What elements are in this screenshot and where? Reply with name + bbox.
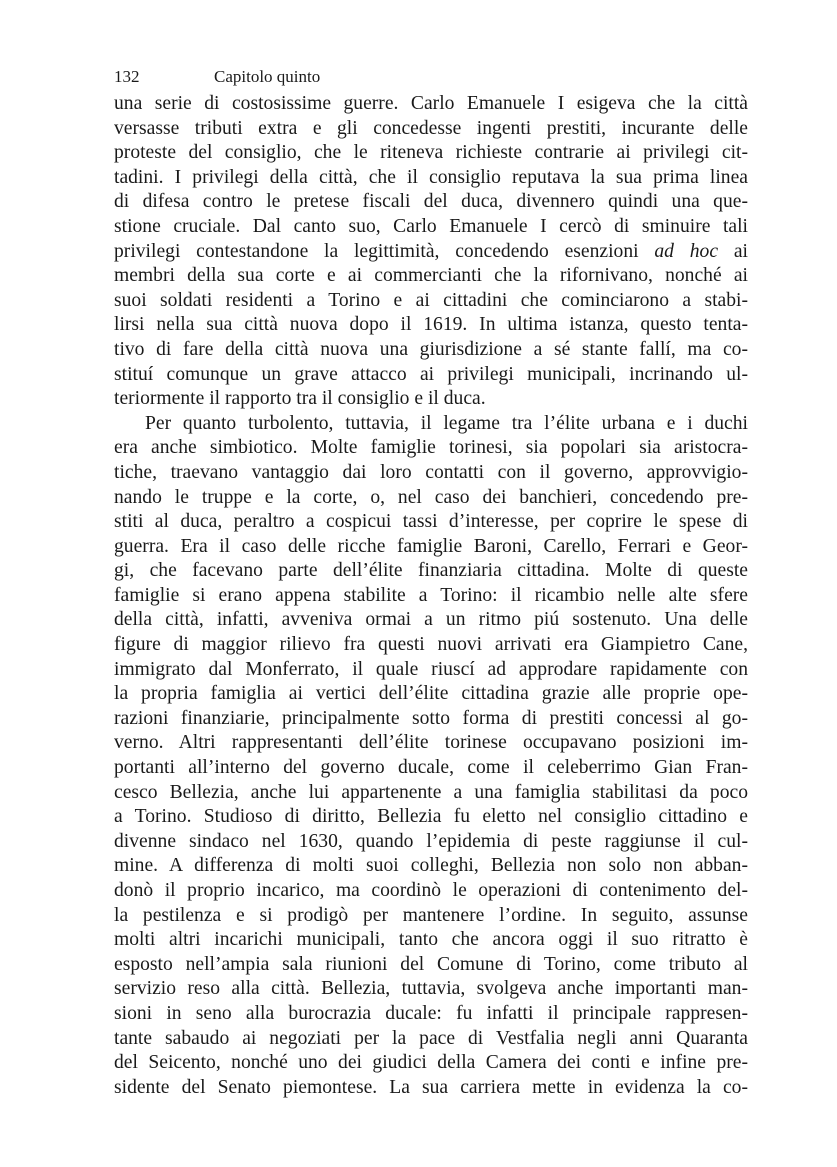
text-line: stiti al duca, peraltro a cospicui tassi d’interesse, per coprire le spese di [114,511,748,533]
text-line: stituí comunque un grave attacco ai privilegi municipali, incrinando ul- [114,363,748,385]
text-line: la pestilenza e si prodigò per mantenere l’ordine. In seguito, assunse [114,904,748,926]
text-line: versasse tributi extra e gli concedesse ingenti prestiti, incurante delle [114,117,748,139]
text-line: stione cruciale. Dal canto suo, Carlo Emanuele I cercò di sminuire tali [114,215,748,237]
text-line: era anche simbiotico. Molte famiglie torinesi, sia popolari sia aristocra- [114,437,748,459]
text-line: privilegi contestandone la legittimità, concedendo esenzioni ad hoc ai [114,240,748,262]
text-line: razioni finanziarie, principalmente sotto forma di prestiti concessi al go- [114,707,748,729]
text-line: una serie di costosissime guerre. Carlo Emanuele I esigeva che la città [114,93,748,114]
text-line: proteste del consiglio, che le riteneva richieste contrarie ai privilegi cit- [114,142,748,164]
book-page [114,62,748,1100]
text-line: sioni in seno alla burocrazia ducale: fu infatti il principale rappresen- [114,1002,748,1024]
text-line: sidente del Senato piemontese. La sua carriera mette in evidenza la co- [114,1076,748,1098]
text-line: a Torino. Studioso di diritto, Bellezia fu eletto nel consiglio cittadino e [114,806,748,828]
text-line: gi, che facevano parte dell’élite finanziaria cittadina. Molte di queste [114,560,748,582]
text-line: figure di maggior rilievo fra questi nuovi arrivati era Giampietro Cane, [114,634,748,656]
text-line: Per quanto turbolento, tuttavia, il legame tra l’élite urbana e i duchi [145,412,748,434]
text-line: tivo di fare della città nuova una giurisdizione a sé stante fallí, ma co- [114,338,748,360]
text-line: tiche, traevano vantaggio dai loro contatti con il governo, approvvigio- [114,461,748,483]
text-line: molti altri incarichi municipali, tanto che ancora oggi il suo ritratto è [114,929,748,951]
body-text [114,92,748,1100]
text-line: del Seicento, nonché uno dei giudici della Camera dei conti e infine pre- [114,1052,748,1074]
text-line: membri della sua corte e ai commercianti che la rifornivano, nonché ai [114,265,748,287]
text-line: divenne sindaco nel 1630, quando l’epidemia di peste raggiunse il cul- [114,830,748,852]
text-line: lirsi nella sua città nuova dopo il 1619. In ultima istanza, questo tenta- [114,314,748,336]
text-line: servizio reso alla città. Bellezia, tuttavia, svolgeva anche importanti man- [114,978,748,1000]
paragraph [114,412,748,1101]
chapter-title: Capitolo quinto [214,67,321,86]
text-line: della città, infatti, avveniva ormai a un ritmo piú sostenuto. Una delle [114,609,748,631]
running-head [114,62,748,92]
text-line: tante sabaudo ai negoziati per la pace di Vestfalia negli anni Quaranta [114,1027,748,1049]
text-line: mine. A differenza di molti suoi colleghi, Bellezia non solo non abban- [114,855,748,877]
text-line: donò il proprio incarico, ma coordinò le operazioni di contenimento del- [114,880,748,901]
text-line: immigrato dal Monferrato, il quale riuscí ad approdare rapidamente con [114,658,748,680]
text-line: di difesa contro le pretese fiscali del duca, divennero quindi una que- [114,191,748,213]
text-line: la propria famiglia ai vertici dell’élite cittadina grazie alle proprie ope- [114,683,748,705]
text-line: esposto nell’ampia sala riunioni del Comune di Torino, come tributo al [114,953,748,975]
text-line: cesco Bellezia, anche lui appartenente a una famiglia stabilitasi da poco [114,781,748,803]
text-line: tadini. I privilegi della città, che il consiglio reputava la sua prima linea [114,166,748,188]
paragraph [114,92,748,412]
text-line: guerra. Era il caso delle ricche famiglie Baroni, Carello, Ferrari e Geor- [114,535,748,557]
text-line: nando le truppe e la corte, o, nel caso dei banchieri, concedendo pre- [114,486,748,508]
text-line: suoi soldati residenti a Torino e ai cittadini che cominciarono a stabi- [114,289,748,311]
text-line: portanti all’interno del governo ducale, come il celeberrimo Gian Fran- [114,757,748,779]
text-line: verno. Altri rappresentanti dell’élite torinese occupavano posizioni im- [114,732,748,754]
page-number: 132 [114,67,140,86]
text-line: teriormente il rapporto tra il consiglio e il duca. [114,388,486,410]
text-line: famiglie si erano appena stabilite a Torino: il ricambio nelle alte sfere [114,584,748,606]
